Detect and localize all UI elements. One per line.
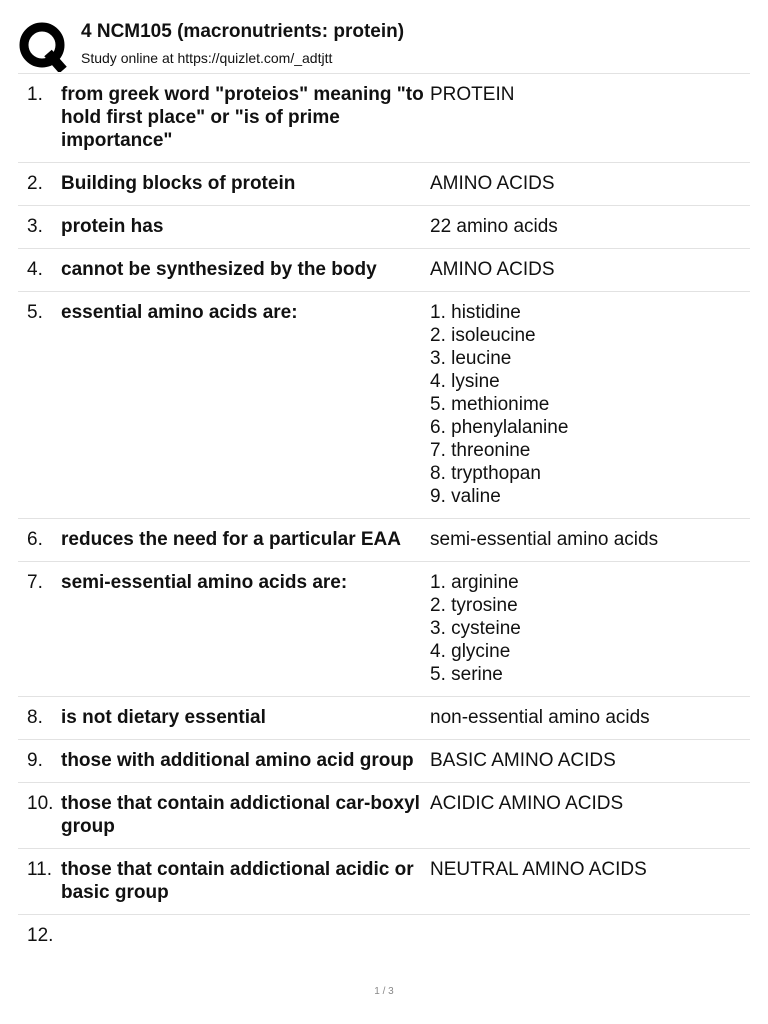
card-number: 5. [27, 302, 43, 323]
card-term: protein has [61, 216, 164, 237]
card-term: from greek word "proteios" meaning "to hold first place" or "is of prime importance" [61, 84, 424, 151]
definition-line: NEUTRAL AMINO ACIDS [430, 859, 647, 880]
card-term: those that contain addictional car-boxyl group [61, 793, 420, 837]
card-number: 3. [27, 216, 43, 237]
flashcard-row [18, 163, 750, 206]
definition-line: 3. leucine [430, 348, 512, 369]
definition-line: 1. arginine [430, 572, 519, 593]
card-definition [430, 749, 750, 772]
card-definition [430, 301, 750, 508]
card-number: 4. [27, 259, 43, 280]
flashcard-row [18, 697, 750, 740]
card-number: 8. [27, 707, 43, 728]
definition-line: 5. serine [430, 664, 503, 685]
card-term: semi-essential amino acids are: [61, 572, 348, 593]
card-term: essential amino acids are: [61, 302, 298, 323]
flashcard-row [18, 740, 750, 783]
definition-line: 4. glycine [430, 641, 511, 662]
card-number: 7. [27, 572, 43, 593]
flashcard-list [18, 73, 750, 957]
card-definition [430, 215, 750, 238]
flashcard-row [18, 206, 750, 249]
card-definition [430, 706, 750, 729]
definition-line: ACIDIC AMINO ACIDS [430, 793, 624, 814]
study-online-link[interactable]: Study online at https://quizlet.com/_adtjtt [81, 50, 333, 66]
definition-line: 4. lysine [430, 371, 500, 392]
card-definition [430, 83, 750, 152]
quizlet-q-icon [18, 20, 70, 72]
card-definition [430, 924, 750, 947]
definition-line: semi-essential amino acids [430, 529, 659, 550]
definition-line: non-essential amino acids [430, 707, 650, 728]
flashcard-row [18, 849, 750, 915]
definition-line: 7. threonine [430, 440, 531, 461]
definition-line: PROTEIN [430, 84, 515, 105]
definition-line: AMINO ACIDS [430, 173, 555, 194]
card-definition [430, 792, 750, 838]
card-definition [430, 258, 750, 281]
definition-line: 1. histidine [430, 302, 521, 323]
flashcard-row [18, 519, 750, 562]
card-definition [430, 172, 750, 195]
page-number: 1 / 3 [374, 986, 394, 997]
definition-line: 3. cysteine [430, 618, 521, 639]
definition-line: 2. isoleucine [430, 325, 536, 346]
card-term: Building blocks of protein [61, 173, 296, 194]
flashcard-row [18, 74, 750, 163]
card-term [61, 924, 430, 947]
flashcard-row [18, 783, 750, 849]
card-number: 6. [27, 529, 43, 550]
card-term: cannot be synthesized by the body [61, 259, 377, 280]
definition-line: 2. tyrosine [430, 595, 518, 616]
card-definition [430, 528, 750, 551]
flashcard-row [18, 562, 750, 697]
card-term: those that contain addictional acidic or basic group [61, 859, 414, 903]
card-definition [430, 858, 750, 904]
card-number: 10. [27, 793, 54, 814]
page-header [18, 18, 750, 70]
flashcard-row [18, 915, 750, 957]
card-number: 1. [27, 84, 43, 105]
card-term: is not dietary essential [61, 707, 266, 728]
definition-line: 9. valine [430, 486, 501, 507]
definition-line: 22 amino acids [430, 216, 558, 237]
card-number: 12. [27, 925, 54, 946]
definition-line: 6. phenylalanine [430, 417, 569, 438]
card-term: those with additional amino acid group [61, 750, 414, 771]
card-term: reduces the need for a particular EAA [61, 529, 401, 550]
card-number: 9. [27, 750, 43, 771]
definition-line: AMINO ACIDS [430, 259, 555, 280]
document-title: 4 NCM105 (macronutrients: protein) [81, 21, 405, 42]
flashcard-row [18, 249, 750, 292]
card-definition [430, 571, 750, 686]
card-number: 2. [27, 173, 43, 194]
flashcard-row [18, 292, 750, 519]
card-number: 11. [27, 859, 53, 880]
definition-line: 8. trypthopan [430, 463, 541, 484]
definition-line: BASIC AMINO ACIDS [430, 750, 616, 771]
definition-line: 5. methionime [430, 394, 550, 415]
